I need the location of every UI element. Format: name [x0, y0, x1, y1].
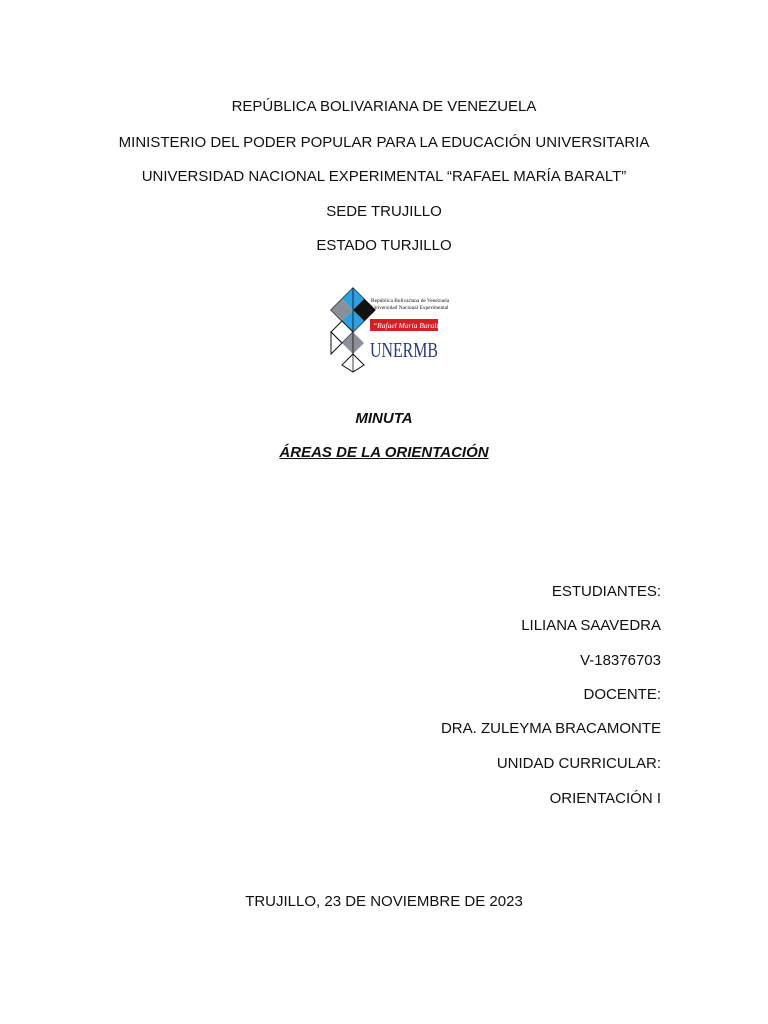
course-label: UNIDAD CURRICULAR: — [496, 755, 661, 772]
logo-wordmark: UNERMB — [370, 338, 438, 362]
document-title: MINUTA — [355, 410, 413, 427]
teacher-name: DRA. ZULEYMA BRACAMONTE — [440, 720, 661, 737]
header-university: UNIVERSIDAD NACIONAL EXPERIMENTAL “RAFAEL MARÍA BARALT” — [141, 168, 627, 185]
document-subtitle: ÁREAS DE LA ORIENTACIÓN — [279, 444, 489, 461]
course-name: ORIENTACIÓN I — [549, 790, 661, 807]
student-id: V-18376703 — [580, 652, 661, 669]
logo-text-line1: República Bolivariana de Venezuela — [371, 298, 450, 304]
logo-text-line2: Universidad Nacional Experimental — [371, 305, 449, 311]
place-date: TRUJILLO, 23 DE NOVIEMBRE DE 2023 — [245, 893, 523, 910]
unermb-logo — [327, 285, 450, 375]
header-ministry: MINISTERIO DEL PODER POPULAR PARA LA EDUCACIÓN UNIVERSITARIA — [118, 134, 650, 151]
logo-text-line3: “Rafael María Baralt” — [373, 321, 443, 330]
teacher-label: DOCENTE: — [583, 686, 661, 703]
header-state: ESTADO TURJILLO — [316, 237, 452, 254]
header-campus: SEDE TRUJILLO — [326, 203, 442, 220]
document-subtitle-wrap — [0, 444, 768, 462]
header-republic: REPÚBLICA BOLIVARIANA DE VENEZUELA — [231, 98, 537, 115]
logo-diamond-emblem — [331, 288, 375, 372]
student-name: LILIANA SAAVEDRA — [521, 617, 661, 634]
students-label: ESTUDIANTES: — [551, 583, 661, 600]
